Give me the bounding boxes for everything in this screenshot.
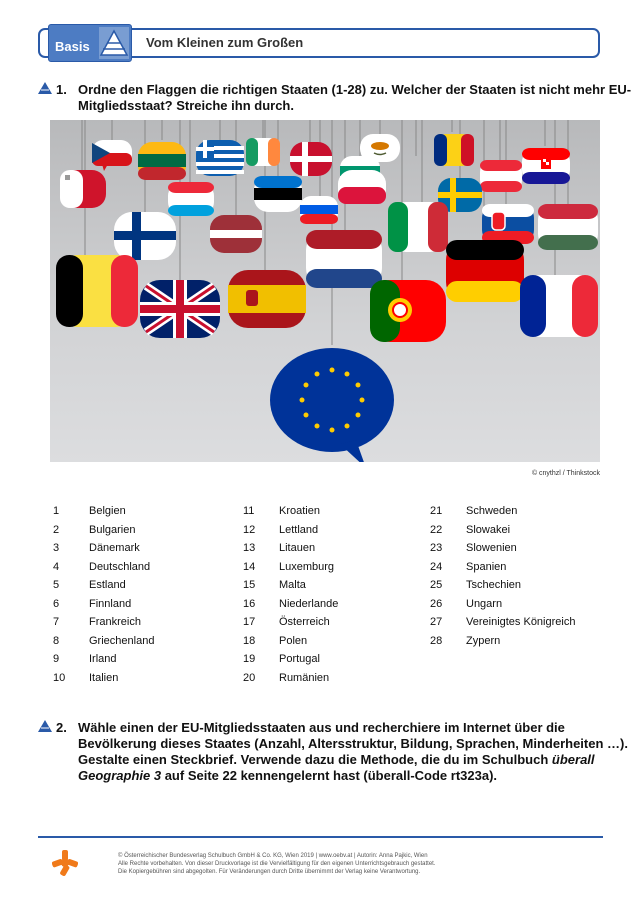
country-item: 4 Deutschland [53,560,151,573]
footer-copyright [118,852,588,876]
task-text-part-a: Wähle einen der EU-Mitgliedsstaaten aus und recherchiere im Internet über die Bevölkerung dieses Staates (Anzahl, Altersstruktur, Bildung, Sprachen, Minderheiten …). Gestalte einen Steckbrief. Verwende dazu die Methode, die du im Schulbuch [78,720,628,767]
level-badge-label: Basis [55,39,90,54]
country-item: 2 Bulgarien [53,523,136,536]
country-item: 15 Malta [243,579,306,591]
task-text-part-b: auf Seite 22 kennengelernt hast (überall-Code rt323a). [164,768,498,783]
country-item: 23 Slowenien [430,542,517,554]
country-item: 14 Luxemburg [243,560,335,573]
level-icon [38,82,52,94]
country-item: 22 Slowakei [430,523,511,536]
mountain-icon [99,27,129,59]
footer-line-2: Alle Rechte vorbehalten. Von dieser Druckvorlage ist die Vervielfältigung für den eigenen Unterrichtsgebrauch gestattet. [118,861,436,867]
country-item: 17 Österreich [243,616,330,628]
level-badge [48,24,132,62]
footer-line-3: Die Kopiergebühren sind abgegolten. Für Veränderungen durch Dritte übernimmt der Verlag keine Verantwortung. [118,869,421,875]
country-item: 3 Dänemark [53,542,140,554]
country-item: 26 Ungarn [430,597,503,610]
country-item: 8 Griechenland [53,634,155,647]
task-number: 1. [56,82,67,97]
country-item: 12 Lettland [243,523,319,536]
country-item: 25 Tschechien [430,579,522,591]
publisher-logo-icon [52,850,78,876]
footer-divider [38,836,603,838]
country-column-3 [430,505,610,653]
task-text [78,720,638,784]
country-item: 6 Finnland [53,597,132,610]
task-number: 2. [56,720,67,735]
flag-bubbles-photo [50,120,600,462]
country-item: 24 Spanien [430,560,507,573]
country-column-1 [53,505,233,690]
country-item: 16 Niederlande [243,597,339,610]
country-column-2 [243,505,423,690]
country-item: 18 Polen [243,634,308,647]
footer-line-1: © Österreichischer Bundesverlag Schulbuch GmbH & Co. KG, Wien 2019 | www.oebv.at | Autorin: Anna Pajkic, Wien [118,853,428,859]
country-item: 27 Vereinigtes Königreich [430,616,576,628]
country-item: 1 Belgien [53,505,126,517]
country-item: 19 Portugal [243,653,320,665]
country-item: 5 Estland [53,579,126,591]
flag-bubbles-illustration [50,120,600,462]
level-icon [38,720,52,732]
country-item: 20 Rumänien [243,671,330,684]
country-item: 11 Kroatien [243,505,320,517]
document-title: Vom Kleinen zum Großen [146,35,304,50]
country-item: 7 Frankreich [53,616,141,628]
country-item: 21 Schweden [430,505,518,517]
task-text: Ordne den Flaggen die richtigen Staaten (1-28) zu. Welcher der Staaten ist nicht mehr EU-Mitgliedsstaat? Streiche ihn durch. [78,82,632,113]
country-item: 28 Zypern [430,634,501,647]
country-item: 10 Italien [53,671,119,684]
country-item: 13 Litauen [243,542,316,554]
photo-credit: © cnythzl / Thinkstock [531,470,600,477]
book-title: überall Geographie 3 [78,752,595,783]
country-item: 9 Irland [53,653,117,665]
